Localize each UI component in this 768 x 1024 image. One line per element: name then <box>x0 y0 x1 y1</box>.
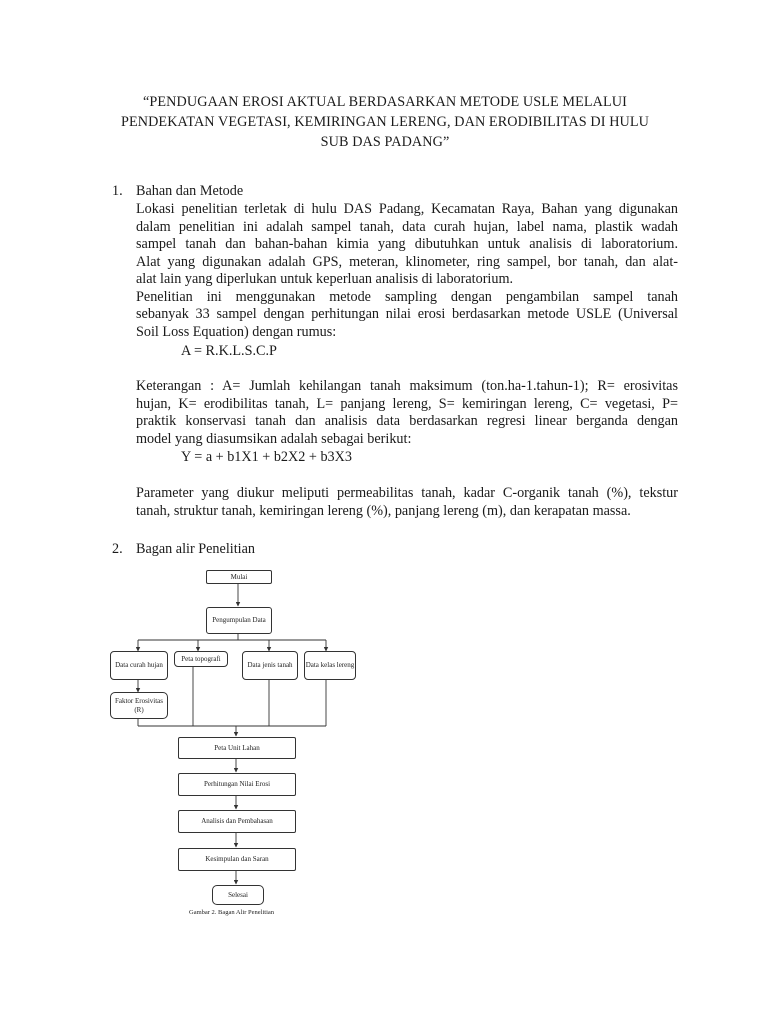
section-1-number: 1. <box>112 183 123 199</box>
title-line-3: SUB DAS PADANG” <box>320 134 450 150</box>
node-selesai: Selesai <box>212 885 264 905</box>
paragraph-bahan <box>136 201 678 289</box>
node-analisis-pembahasan: Analisis dan Pembahasan <box>178 810 296 833</box>
section-2-number: 2. <box>112 541 123 557</box>
node-peta-topografi: Peta topografi <box>174 651 228 667</box>
text-line: alat lain yang diperlukan untuk keperluan analisis di laboratorium. <box>136 271 514 287</box>
paragraph-parameter <box>136 485 678 520</box>
title-line-2: PENDEKATAN VEGETASI, KEMIRINGAN LERENG, DAN ERODIBILITAS DI HULU <box>120 114 649 130</box>
text-line: sebanyak 33 sampel dengan perhitungan nilai erosi berdasarkan metode USLE (Universal <box>136 306 678 322</box>
figure-caption: Gambar 2. Bagan Alir Penelitian <box>189 909 275 916</box>
node-faktor-erosivitas: Faktor Erosivitas (R) <box>110 692 168 719</box>
section-2-title: Bagan alir Penelitian <box>136 541 255 557</box>
node-data-curah-hujan: Data curah hujan <box>110 651 168 680</box>
section-1-title: Bahan dan Metode <box>136 183 244 199</box>
text-line: hujan, K= erodibilitas tanah, L= panjang lereng, S= kemiringan lereng, C= vegetasi, P= <box>136 395 678 412</box>
title-line-1: “PENDUGAAN EROSI AKTUAL BERDASARKAN METODE USLE MELALUI <box>143 94 627 110</box>
node-pengumpulan-data: Pengumpulan Data <box>206 607 272 634</box>
text-line: Penelitian ini menggunakan metode sampling dengan pengambilan sampel tanah <box>136 288 678 305</box>
section-1-heading <box>112 182 682 200</box>
text-line: Parameter yang diukur meliputi permeabilitas tanah, kadar C-organik tanah (%), tekstur <box>136 485 678 501</box>
formula-regression: Y = a + b1X1 + b2X2 + b3X3 <box>181 449 352 465</box>
text-line: model yang diasumsikan adalah sebagai berikut: <box>136 430 412 447</box>
research-flowchart <box>100 560 380 930</box>
text-line: tanah, struktur tanah, kemiringan lereng (%), panjang lereng (m), dan kerapatan massa. <box>136 502 631 519</box>
node-data-kelas-lereng: Data kelas lereng <box>304 651 356 680</box>
formula-usle: A = R.K.L.S.C.P <box>181 343 277 359</box>
node-perhitungan-nilai-erosi: Perhitungan Nilai Erosi <box>178 773 296 796</box>
text-line: Soil Loss Equation) dengan rumus: <box>136 323 337 340</box>
node-data-jenis-tanah: Data jenis tanah <box>242 651 298 680</box>
text-line: praktik konservasi tanah dan analisis data berdasarkan regresi linear berganda dengan <box>136 413 678 429</box>
node-kesimpulan-saran: Kesimpulan dan Saran <box>178 848 296 871</box>
text-line: Alat yang digunakan adalah GPS, meteran, klinometer, ring sampel, bor tanah, dan alat- <box>136 253 678 270</box>
node-peta-unit-lahan: Peta Unit Lahan <box>178 737 296 759</box>
node-mulai: Mulai <box>206 570 272 584</box>
text-line: sampel tanah dan bahan-bahan kimia yang dibutuhkan untuk analisis di laboratorium. <box>136 236 678 252</box>
section-2-heading <box>112 540 682 558</box>
paragraph-keterangan <box>136 378 678 448</box>
text-line: dalam penelitian ini adalah sampel tanah, data curah hujan, label nama, plastik wadah <box>136 218 678 235</box>
document-title <box>100 92 670 152</box>
text-line: Lokasi penelitian terletak di hulu DAS Padang, Kecamatan Raya, Bahan yang digunakan <box>136 201 678 217</box>
text-line: Keterangan : A= Jumlah kehilangan tanah maksimum (ton.ha-1.tahun-1); R= erosivitas <box>136 378 678 394</box>
paragraph-metode <box>136 289 678 342</box>
